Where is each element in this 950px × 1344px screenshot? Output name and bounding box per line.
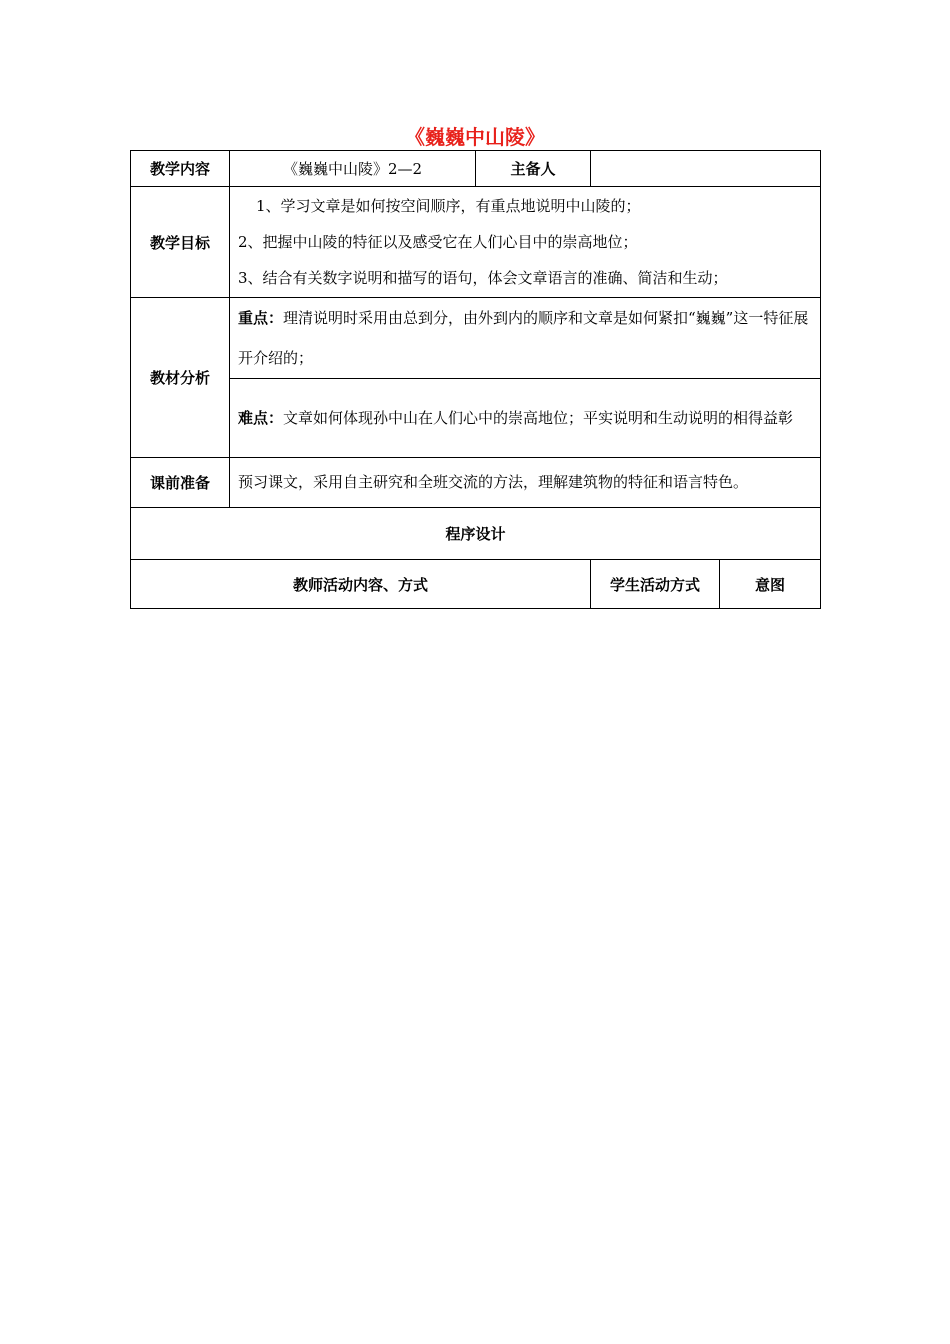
key-point-cell [230, 298, 821, 379]
teaching-content-label: 教学内容 [131, 151, 230, 187]
teacher-activity-header: 教师活动内容、方式 [131, 560, 591, 609]
preparer-value [591, 151, 821, 187]
row-material-analysis-key [131, 298, 821, 379]
difficulty-text: 文章如何体现孙中山在人们心中的崇高地位；平实说明和生动说明的相得益彰 [283, 409, 794, 427]
lesson-plan-table [130, 150, 821, 609]
difficulty-cell [230, 379, 821, 458]
student-activity-header: 学生活动方式 [591, 560, 720, 609]
goal-item: 1、学习文章是如何按空间顺序，有重点地说明中山陵的； [256, 197, 641, 215]
teaching-content-value: 《巍巍中山陵》2—2 [230, 151, 476, 187]
goal-item: 2、把握中山陵的特征以及感受它在人们心目中的崇高地位； [238, 233, 638, 251]
row-material-analysis-difficulty [131, 379, 821, 458]
program-design-heading: 程序设计 [131, 508, 821, 560]
difficulty-label: 难点： [238, 409, 284, 427]
teaching-goals-content [230, 187, 821, 298]
row-class-preparation [131, 458, 821, 508]
intent-header: 意图 [720, 560, 821, 609]
key-point-text: 理清说明时采用由总到分，由外到内的顺序和文章是如何紧扣“巍巍”这一特征展开介绍的； [238, 309, 809, 367]
row-program-design [131, 508, 821, 560]
row-teaching-content [131, 151, 821, 187]
document-title: 《巍巍中山陵》 [405, 125, 545, 149]
goal-item: 3、结合有关数字说明和描写的语句，体会文章语言的准确、简洁和生动； [238, 269, 728, 287]
material-analysis-label: 教材分析 [131, 298, 230, 458]
row-teaching-goals [131, 187, 821, 298]
row-activity-columns [131, 560, 821, 609]
teaching-goals-label: 教学目标 [131, 187, 230, 298]
class-preparation-label: 课前准备 [131, 458, 230, 508]
class-preparation-text: 预习课文，采用自主研究和全班交流的方法，理解建筑物的特征和语言特色。 [230, 458, 821, 508]
key-point-label: 重点： [238, 309, 284, 327]
preparer-label: 主备人 [476, 151, 591, 187]
